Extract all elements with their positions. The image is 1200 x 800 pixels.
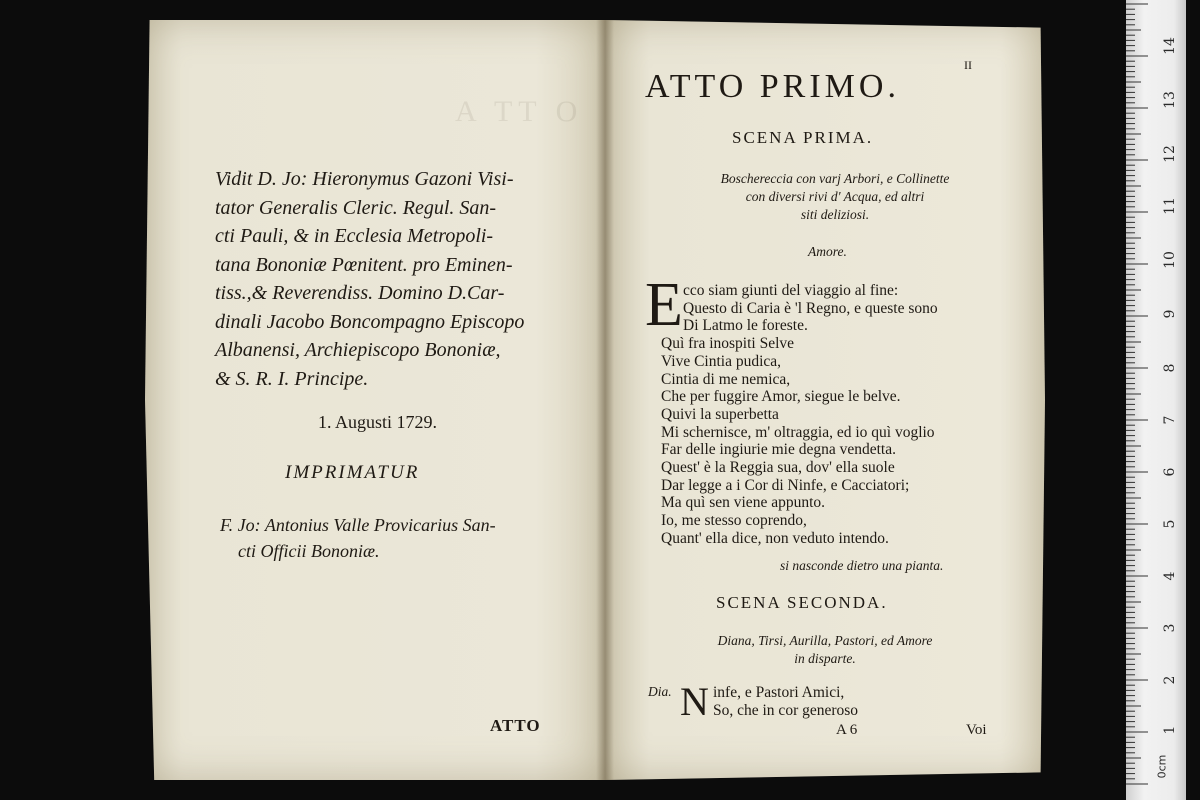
approval-date: 1. Augusti 1729. [318, 412, 438, 432]
scene1-character: Amore. [808, 244, 847, 259]
characters-line: in disparte. [794, 651, 856, 666]
ruler-label: 8 [1162, 363, 1178, 373]
setting-line: Boschereccia con varj Arbori, e Collinette [720, 171, 950, 186]
verse-line: Che per fuggire Amor, siegue le belve. [661, 388, 901, 406]
verse-line: Di Latmo le foreste. [683, 317, 808, 335]
ruler-label: 6 [1162, 467, 1178, 477]
verse-line: infe, e Pastori Amici, [713, 684, 845, 701]
verse-line: Quì fra inospiti Selve [661, 335, 795, 353]
setting-line: siti deliziosi. [800, 207, 870, 222]
verse-line: So, che in cor generoso [713, 702, 859, 719]
characters-line: Diana, Tirsi, Aurilla, Pastori, ed Amore [717, 633, 933, 648]
verse-line: Questo di Caria è 'l Regno, e queste sono [683, 299, 938, 317]
speaker-label: Dia. [648, 684, 672, 699]
vidit-line: tana Bononiæ Pœnitent. pro Eminen- [215, 253, 513, 276]
scene1-setting [660, 170, 1010, 224]
ruler-label: 10 [1162, 251, 1178, 269]
ruler-label: 4 [1162, 571, 1178, 581]
verse-line: Mi schernisce, m' oltraggia, ed io quì voglio [661, 423, 935, 441]
approval-paragraph [220, 512, 496, 564]
verse-line: Cintia di me nemica, [661, 370, 791, 388]
ruler-label: 5 [1162, 519, 1178, 529]
verse-line: Ma quì sen viene appunto. [661, 494, 826, 512]
drop-cap-n: N [680, 679, 709, 724]
scene2-characters [660, 632, 990, 668]
ruler-label: 3 [1162, 623, 1178, 633]
ruler-label: 14 [1162, 37, 1178, 55]
imprimatur-heading: IMPRIMATUR [285, 462, 420, 483]
act-title: ATTO PRIMO. [645, 68, 900, 105]
scene1-verses [661, 282, 938, 548]
vidit-line: dinali Jacobo Boncompagno Episcopo [215, 310, 525, 333]
vidit-line: Vidit D. Jo: Hieronymus Gazoni Visi- [215, 168, 514, 190]
vidit-line: Albanensi, Archiepiscopo Bononiæ, [215, 339, 501, 361]
approval-line: F. Jo: Antonius Valle Provicarius San- [220, 515, 496, 535]
ruler-label: 13 [1162, 91, 1178, 109]
setting-line: con diversi rivi d' Acqua, ed altri [745, 189, 925, 204]
ruler-label: 12 [1162, 145, 1178, 163]
ruler-label: 11 [1162, 197, 1178, 215]
verse-line: cco siam giunti del viaggio al fine: [683, 282, 899, 299]
scene1-heading: SCENA PRIMA. [732, 128, 874, 147]
scene2-heading: SCENA SECONDA. [716, 593, 888, 612]
stage-direction: si nasconde dietro una pianta. [780, 558, 944, 573]
right-catchword: Voi [966, 722, 987, 738]
vidit-paragraph [215, 165, 524, 393]
verse-line: Quivi la superbetta [661, 405, 779, 423]
vidit-line: & S. R. I. Principe. [215, 367, 369, 390]
scene2-verses [713, 684, 858, 720]
verse-line: Vive Cintia pudica, [661, 352, 782, 370]
ruler-label: 9 [1162, 309, 1178, 319]
ruler-unit-label: 0cm [1155, 754, 1169, 779]
signature-mark: A 6 [836, 722, 858, 738]
verse-line: Dar legge a i Cor di Ninfe, e Cacciatori; [661, 476, 910, 494]
ruler-label: 1 [1162, 725, 1178, 735]
page-number: II [964, 58, 972, 72]
left-page [145, 20, 605, 780]
approval-line: cti Officii Bononiæ. [238, 541, 380, 561]
vidit-line: tiss.,& Reverendiss. Domino D.Car- [215, 282, 505, 304]
verse-line: Io, me stesso coprendo, [661, 512, 807, 530]
left-catchword: ATTO [490, 716, 541, 735]
drop-cap-e: E [645, 271, 683, 339]
verse-line: Quant' ella dice, non veduto intendo. [661, 529, 889, 547]
vidit-line: tator Generalis Cleric. Regul. San- [215, 196, 497, 219]
book-gutter [596, 20, 614, 780]
ruler-label: 2 [1162, 675, 1178, 685]
verse-line: Quest' è la Reggia sua, dov' ella suole [661, 459, 895, 477]
vidit-line: cti Pauli, & in Ecclesia Metropoli- [215, 225, 494, 247]
ruler-label: 7 [1162, 415, 1178, 425]
show-through-ghost: Α ΤΤ Ο [455, 95, 584, 128]
verse-line: Far delle ingiurie mie degna vendetta. [661, 441, 896, 459]
